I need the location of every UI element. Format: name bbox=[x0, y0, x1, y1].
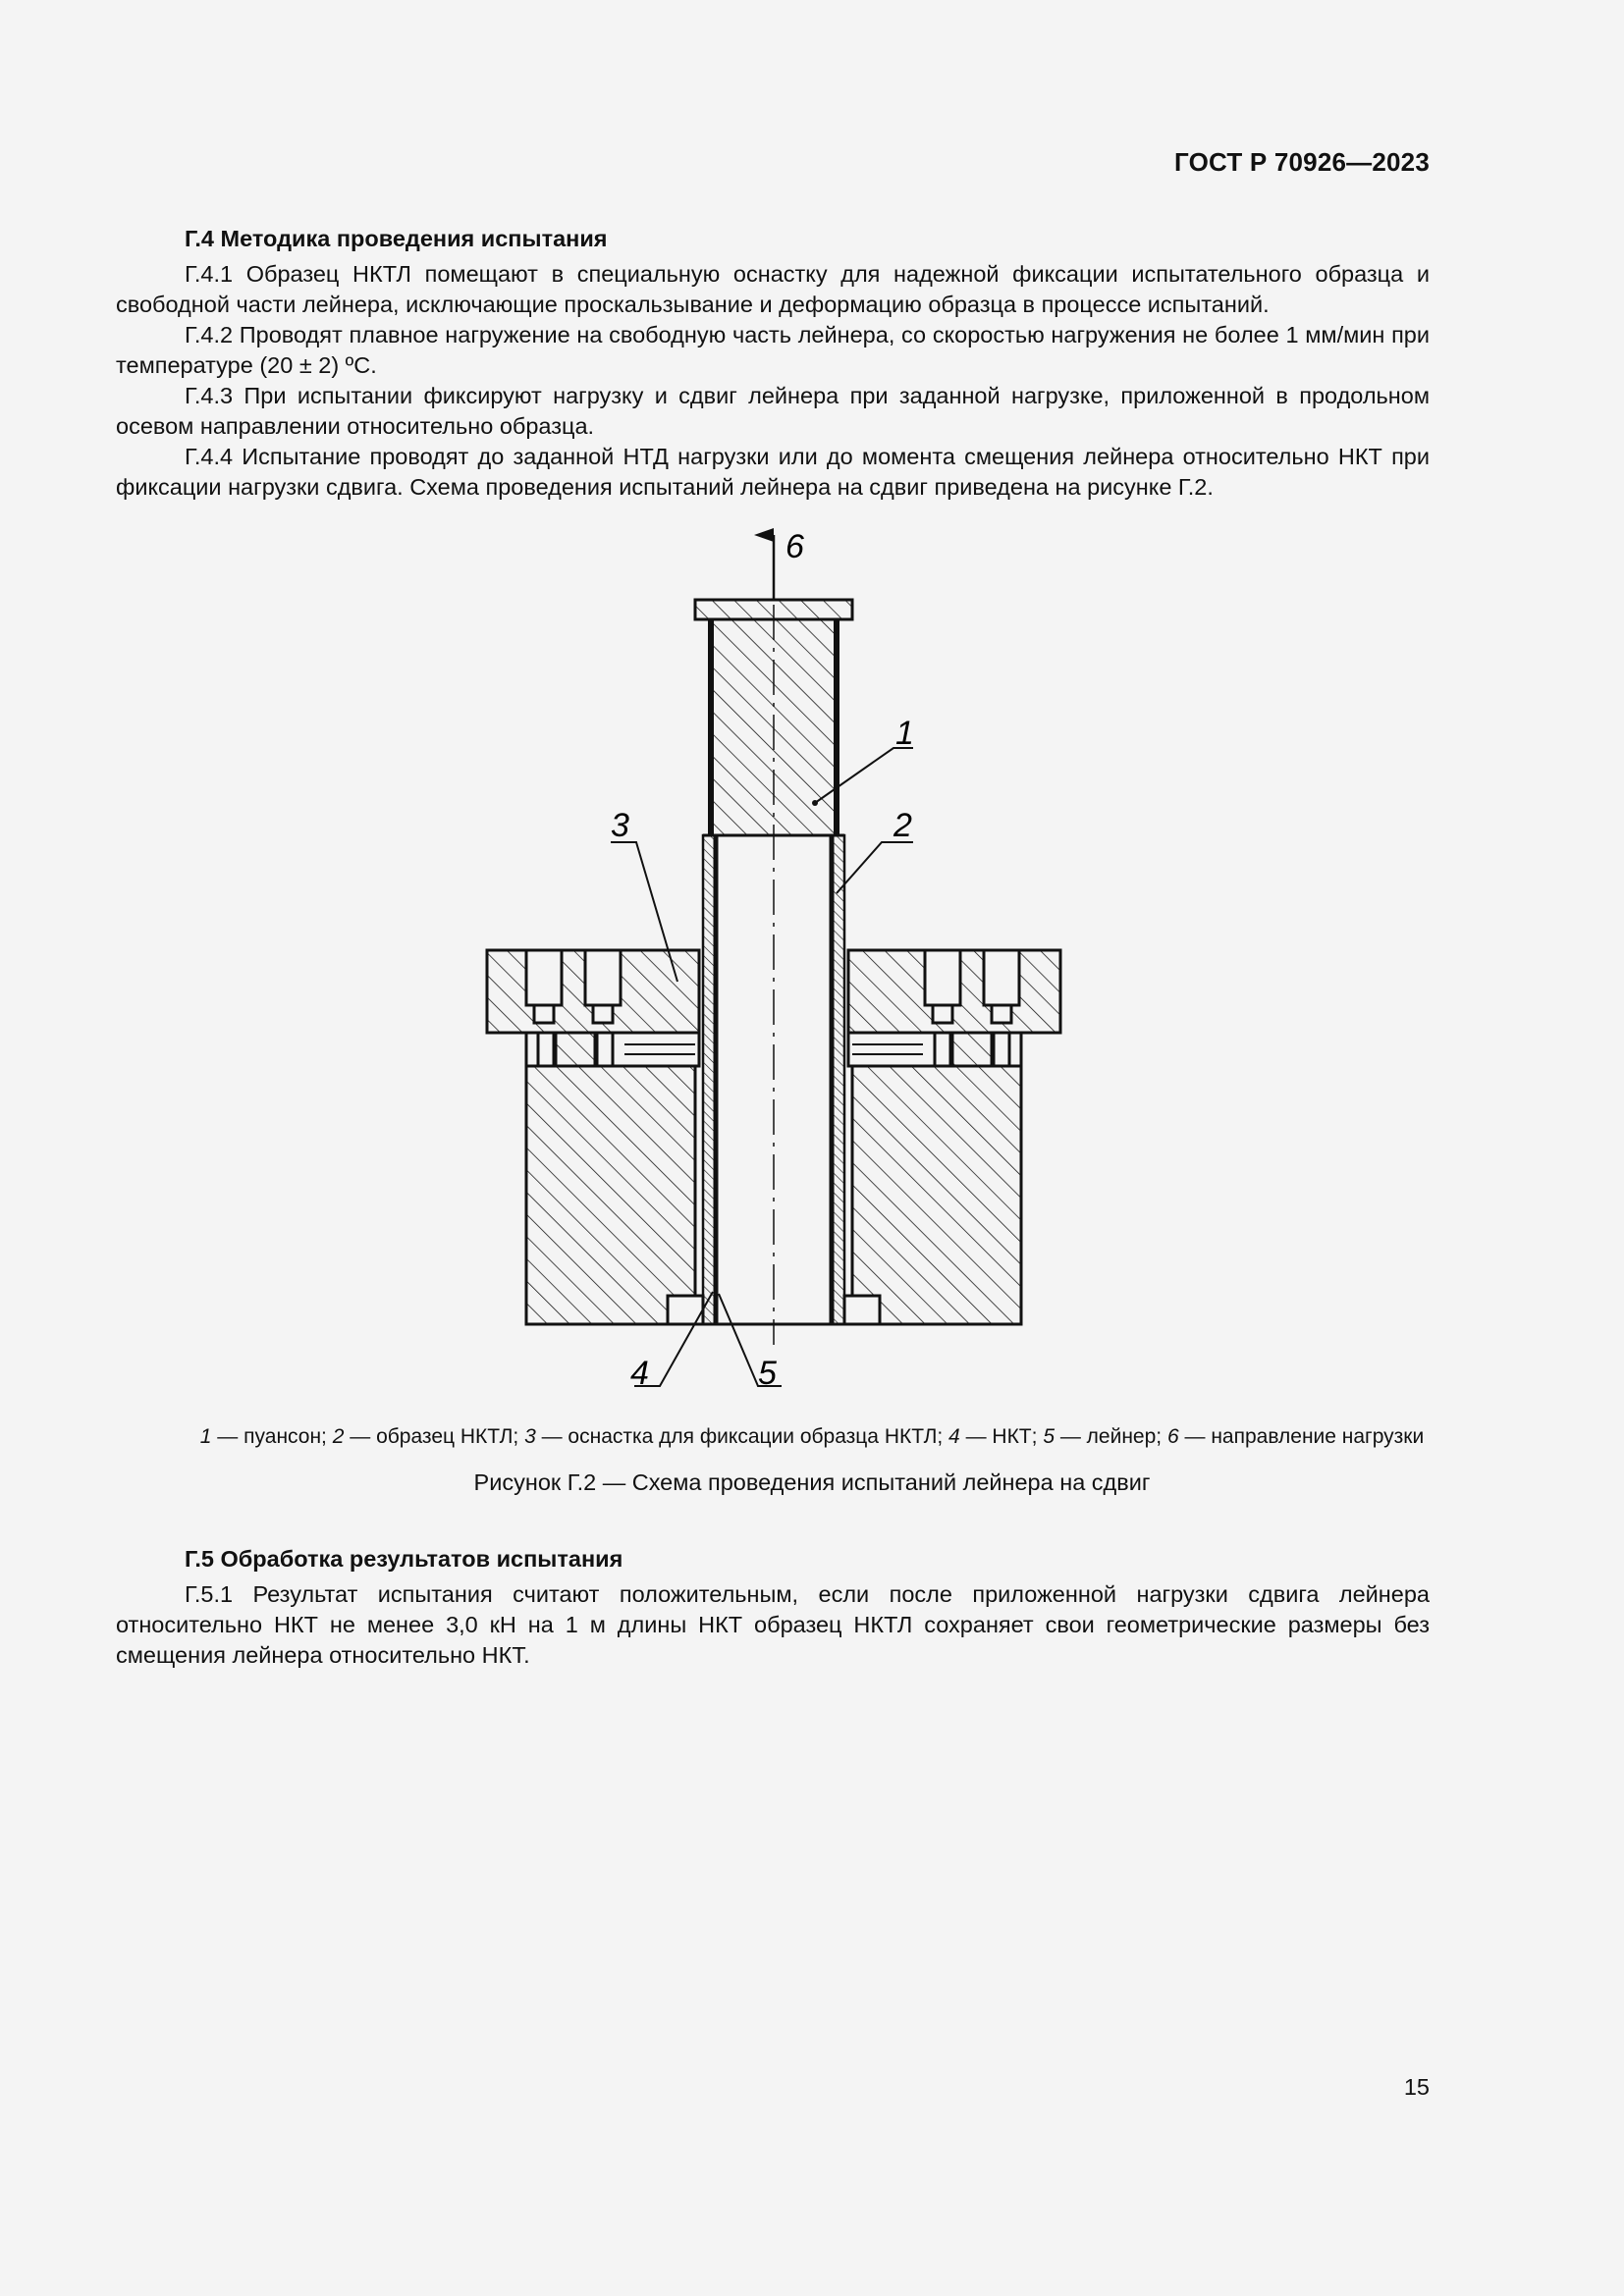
paragraph: Г.4.3 При испытании фиксируют нагрузку и сдвиг лейнера при заданной нагрузке, приложенной в продольном осевом направлении относительно образца. bbox=[116, 383, 1430, 439]
legend-text: — образец НКТЛ; bbox=[344, 1425, 525, 1448]
callout-4: 4 bbox=[630, 1355, 649, 1392]
paragraph: Г.5.1 Результат испытания считают положительным, если после приложенной нагрузки сдвига лейнера относительно НКТ не менее 3,0 кН на 1 м длины НКТ образец НКТЛ сохраняет свои геометрические размеры без смещения лейнера относительно НКТ. bbox=[116, 1581, 1430, 1668]
callout-3: 3 bbox=[611, 807, 629, 844]
legend-text: — НКТ; bbox=[959, 1425, 1044, 1448]
legend-text: — направление нагрузки bbox=[1178, 1425, 1425, 1448]
paragraph: Г.4.4 Испытание проводят до заданной НТД нагрузки или до момента смещения лейнера относительно НКТ при фиксации нагрузки сдвига. Схема проведения испытаний лейнера на сдвиг приведена на рисунке Г.2. bbox=[116, 444, 1430, 500]
section-g4 bbox=[116, 224, 1430, 503]
callout-1: 1 bbox=[895, 715, 914, 752]
legend-num: 1 bbox=[199, 1425, 212, 1448]
legend-text: — пуансон; bbox=[211, 1425, 333, 1448]
callout-5: 5 bbox=[758, 1355, 777, 1392]
section-g5 bbox=[116, 1544, 1430, 1671]
legend-num: 2 bbox=[332, 1425, 345, 1448]
page-number: 15 bbox=[1403, 2074, 1430, 2100]
paragraph: Г.4.1 Образец НКТЛ помещают в специальную оснастку для надежной фиксации испытательного образца и свободной части лейнера, исключающие проскальзывание и деформацию образца в процессе испытаний. bbox=[116, 261, 1430, 317]
shear-test-diagram bbox=[0, 520, 1624, 1404]
callout-2: 2 bbox=[893, 807, 912, 844]
figure-legend bbox=[0, 1425, 1624, 1449]
legend-num: 6 bbox=[1166, 1425, 1179, 1448]
document-id: ГОСТ Р 70926—2023 bbox=[1174, 147, 1430, 177]
section-title: Г.4 Методика проведения испытания bbox=[185, 226, 608, 251]
legend-num: 5 bbox=[1043, 1425, 1055, 1448]
callout-6: 6 bbox=[785, 528, 804, 565]
legend-num: 3 bbox=[524, 1425, 536, 1448]
section-title: Г.5 Обработка результатов испытания bbox=[185, 1546, 623, 1572]
figure-caption: Рисунок Г.2 — Схема проведения испытаний лейнера на сдвиг bbox=[473, 1469, 1151, 1495]
figure-g2 bbox=[0, 520, 1624, 1404]
legend-num: 4 bbox=[948, 1425, 960, 1448]
paragraph: Г.4.2 Проводят плавное нагружение на свободную часть лейнера, со скоростью нагружения не более 1 мм/мин при температуре (20 ± 2) ºС. bbox=[116, 322, 1430, 378]
legend-text: — лейнер; bbox=[1055, 1425, 1167, 1448]
legend-text: — оснастка для фиксации образца НКТЛ; bbox=[535, 1425, 949, 1448]
